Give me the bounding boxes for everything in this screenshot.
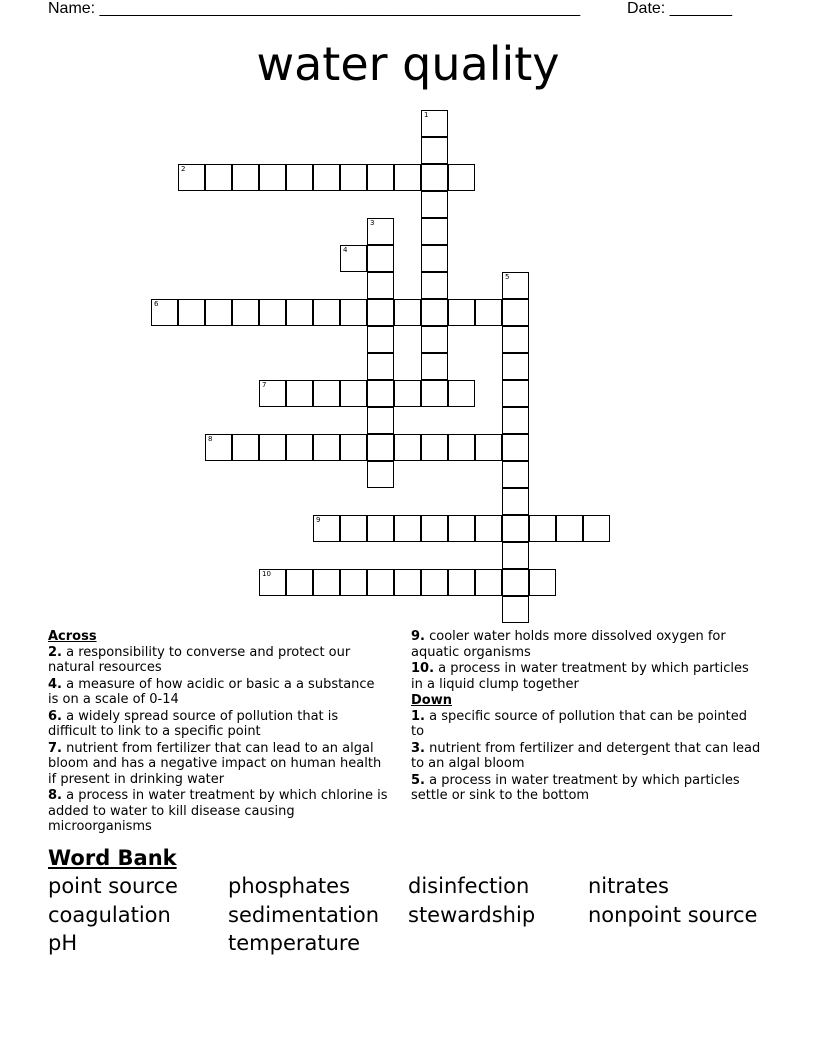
crossword-cell[interactable] (394, 380, 421, 407)
word-bank-item: point source (48, 874, 178, 898)
crossword-cell[interactable] (502, 272, 529, 299)
crossword-cell[interactable] (394, 434, 421, 461)
crossword-cell[interactable] (367, 353, 394, 380)
crossword-cell[interactable] (286, 164, 313, 191)
clue-down-3: 3. nutrient from fertilizer and detergent that can lead to an algal bloom (411, 740, 761, 771)
down-heading: Down (411, 693, 452, 708)
crossword-cell[interactable] (502, 407, 529, 434)
crossword-cell[interactable] (421, 434, 448, 461)
crossword-cell[interactable] (394, 299, 421, 326)
crossword-cell[interactable] (340, 569, 367, 596)
word-bank-item: phosphates (228, 874, 351, 898)
crossword-cell[interactable] (448, 299, 475, 326)
word-bank-item: coagulation (48, 902, 171, 927)
crossword-cell[interactable] (421, 380, 448, 407)
clue-down-1: 1. a specific source of pollution that can be pointed to (411, 708, 747, 739)
crossword-cell[interactable] (421, 191, 448, 218)
crossword-cell[interactable] (367, 569, 394, 596)
crossword-cell[interactable] (502, 380, 529, 407)
word-bank (48, 872, 788, 958)
clue-number: 6 (154, 300, 159, 308)
clue-across-6: 6. a widely spread source of pollution that is difficult to link to a specific point (48, 708, 339, 739)
crossword-cell[interactable] (313, 380, 340, 407)
crossword-cell[interactable] (448, 515, 475, 542)
crossword-cell[interactable] (286, 380, 313, 407)
crossword-cell[interactable] (475, 569, 502, 596)
clue-number: 4 (343, 246, 348, 254)
crossword-cell[interactable] (340, 515, 367, 542)
crossword-cell[interactable] (259, 434, 286, 461)
crossword-cell[interactable] (286, 299, 313, 326)
crossword-cell[interactable] (394, 164, 421, 191)
crossword-cell[interactable] (502, 488, 529, 515)
crossword-cell[interactable] (421, 515, 448, 542)
clue-down-5: 5. a process in water treatment by which particles settle or sink to the bottom (411, 772, 740, 803)
crossword-cell[interactable] (421, 218, 448, 245)
crossword-cell[interactable] (421, 353, 448, 380)
across-heading: Across (48, 629, 97, 644)
crossword-cell[interactable] (313, 515, 340, 542)
crossword-cell[interactable] (448, 164, 475, 191)
crossword-cell[interactable] (286, 434, 313, 461)
puzzle-title: water quality (256, 37, 560, 91)
clue-across-7: 7. nutrient from fertilizer that can lead to an algal bloom and has a negative impact on human health if present in drinking water (48, 740, 382, 787)
clue-number: 8 (208, 435, 213, 443)
crossword-cell[interactable] (475, 515, 502, 542)
crossword-cell[interactable] (313, 299, 340, 326)
crossword-cell[interactable] (367, 461, 394, 488)
crossword-cell[interactable] (313, 569, 340, 596)
crossword-cell[interactable] (232, 434, 259, 461)
crossword-cell[interactable] (205, 434, 232, 461)
word-bank-item: nitrates (588, 874, 669, 898)
crossword-cell[interactable] (394, 515, 421, 542)
crossword-cell[interactable] (340, 245, 367, 272)
word-bank-item: temperature (228, 931, 360, 955)
clues-left-column (48, 629, 388, 836)
crossword-cell[interactable] (367, 164, 394, 191)
crossword-cell[interactable] (367, 218, 394, 245)
crossword-cell[interactable] (259, 380, 286, 407)
crossword-cell[interactable] (421, 245, 448, 272)
crossword-cell[interactable] (421, 137, 448, 164)
crossword-cell[interactable] (421, 272, 448, 299)
crossword-cell[interactable] (178, 299, 205, 326)
clue-across-4: 4. a measure of how acidic or basic a a substance is on a scale of 0-14 (48, 676, 375, 707)
crossword-cell[interactable] (259, 299, 286, 326)
crossword-cell[interactable] (178, 164, 205, 191)
crossword-cell[interactable] (502, 461, 529, 488)
crossword-cell[interactable] (367, 326, 394, 353)
clue-number: 1 (424, 111, 429, 119)
word-bank-title: Word Bank (48, 846, 177, 870)
crossword-cell[interactable] (448, 569, 475, 596)
crossword-cell[interactable] (502, 542, 529, 569)
crossword-cell[interactable] (259, 569, 286, 596)
crossword-cell[interactable] (529, 515, 556, 542)
crossword-cell[interactable] (205, 299, 232, 326)
clue-number: 10 (262, 570, 271, 578)
crossword-cell[interactable] (286, 569, 313, 596)
crossword-cell[interactable] (367, 434, 394, 461)
crossword-cell[interactable] (583, 515, 610, 542)
crossword-cell[interactable] (367, 515, 394, 542)
crossword-cell[interactable] (340, 299, 367, 326)
clue-across-10: 10. a process in water treatment by which particles in a liquid clump together (411, 661, 749, 692)
crossword-cell[interactable] (502, 299, 529, 326)
crossword-cell[interactable] (232, 299, 259, 326)
crossword-cell[interactable] (502, 434, 529, 461)
clue-number: 2 (181, 165, 186, 173)
crossword-cell[interactable] (367, 407, 394, 434)
crossword-cell[interactable] (394, 569, 421, 596)
clue-across-2: 2. a responsibility to converse and protect our natural resources (48, 644, 351, 675)
crossword-cell[interactable] (367, 299, 394, 326)
word-bank-item: nonpoint source (588, 902, 758, 927)
crossword-cell[interactable] (367, 272, 394, 299)
crossword-cell[interactable] (367, 380, 394, 407)
crossword-cell[interactable] (421, 569, 448, 596)
crossword-cell[interactable] (421, 326, 448, 353)
crossword-cell[interactable] (556, 515, 583, 542)
crossword-cell[interactable] (421, 164, 448, 191)
crossword-cell[interactable] (448, 434, 475, 461)
clues-right-column (411, 629, 761, 805)
clue-number: 7 (262, 381, 267, 389)
clue-number: 9 (316, 516, 321, 524)
crossword-cell[interactable] (151, 299, 178, 326)
crossword-cell[interactable] (502, 596, 529, 623)
name-field[interactable]: Name: ______________________________________________________ (48, 0, 581, 17)
crossword-cell[interactable] (313, 434, 340, 461)
crossword-cell[interactable] (502, 569, 529, 596)
word-bank-item: stewardship (408, 902, 536, 927)
word-bank-item: disinfection (408, 874, 530, 898)
crossword-cell[interactable] (205, 164, 232, 191)
crossword-cell[interactable] (475, 299, 502, 326)
crossword-cell[interactable] (448, 380, 475, 407)
word-bank-item: sedimentation (228, 902, 380, 927)
crossword-cell[interactable] (502, 326, 529, 353)
date-field[interactable]: Date: _______ (627, 0, 732, 17)
crossword-cell[interactable] (340, 380, 367, 407)
crossword-cell[interactable] (340, 164, 367, 191)
crossword-cell[interactable] (340, 434, 367, 461)
crossword-cell[interactable] (502, 515, 529, 542)
crossword-cell[interactable] (313, 164, 340, 191)
word-bank-item: pH (48, 931, 78, 955)
crossword-cell[interactable] (232, 164, 259, 191)
crossword-cell[interactable] (529, 569, 556, 596)
crossword-cell[interactable] (421, 299, 448, 326)
clue-across-8: 8. a process in water treatment by which chlorine is added to water to kill disease causing microorganisms (48, 788, 388, 834)
clue-across-9: 9. cooler water holds more dissolved oxygen for aquatic organisms (411, 629, 726, 660)
crossword-cell[interactable] (475, 434, 502, 461)
clue-number: 3 (370, 219, 375, 227)
crossword-cell[interactable] (502, 353, 529, 380)
crossword-cell[interactable] (367, 245, 394, 272)
crossword-cell[interactable] (421, 110, 448, 137)
crossword-cell[interactable] (259, 164, 286, 191)
clue-number: 5 (505, 273, 510, 281)
